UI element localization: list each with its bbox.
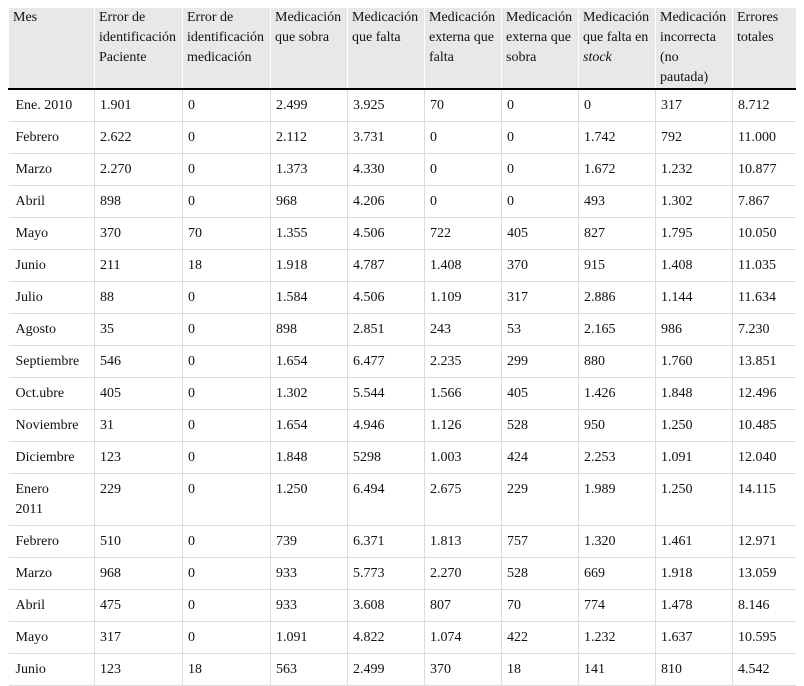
month-cell: [9, 346, 95, 378]
table-row: [9, 314, 796, 346]
value-cell: 0: [183, 154, 271, 186]
month-label: Oct.ubre: [15, 386, 65, 401]
value-cell: 31: [95, 410, 183, 442]
value-cell: 1.232: [579, 622, 656, 654]
column-header-line: Error de: [187, 10, 234, 25]
column-header: [348, 8, 425, 89]
column-header: [502, 8, 579, 89]
value-cell: 968: [271, 186, 348, 218]
column-header-line: externa que: [429, 30, 494, 45]
value-cell: 968: [95, 558, 183, 590]
value-cell: 1.302: [271, 378, 348, 410]
value-cell: 0: [183, 186, 271, 218]
value-cell: 53: [502, 314, 579, 346]
value-cell: 5.773: [348, 558, 425, 590]
table-body: [9, 89, 796, 686]
value-cell: 1.813: [425, 526, 502, 558]
column-header-line: Medicación: [352, 10, 419, 25]
table-row: [9, 186, 796, 218]
column-header-line: falta: [429, 50, 454, 65]
column-header: [9, 8, 95, 89]
value-cell: 792: [656, 122, 733, 154]
column-header-line: Medicación: [660, 10, 727, 25]
value-cell: 70: [502, 590, 579, 622]
table-row: [9, 346, 796, 378]
month-cell: [9, 442, 95, 474]
value-cell: 1.355: [271, 218, 348, 250]
value-cell: 370: [502, 250, 579, 282]
value-cell: 12.496: [733, 378, 796, 410]
value-cell: 739: [271, 526, 348, 558]
value-cell: 70: [425, 89, 502, 122]
value-cell: 757: [502, 526, 579, 558]
value-cell: 1.848: [656, 378, 733, 410]
value-cell: 1.742: [579, 122, 656, 154]
month-label: Mayo: [15, 630, 49, 645]
value-cell: 1.250: [271, 474, 348, 526]
month-label: Ene. 2010: [15, 98, 73, 113]
value-cell: 1.654: [271, 410, 348, 442]
value-cell: 317: [502, 282, 579, 314]
column-header: [656, 8, 733, 89]
value-cell: 0: [425, 154, 502, 186]
value-cell: 5298: [348, 442, 425, 474]
month-label: Febrero: [15, 130, 60, 145]
month-cell: [9, 282, 95, 314]
value-cell: 1.408: [656, 250, 733, 282]
table-header-row: [9, 8, 796, 89]
month-label: Junio: [15, 662, 46, 677]
column-header-line: identificación: [187, 30, 264, 45]
value-cell: 0: [183, 122, 271, 154]
month-label: Enero: [15, 482, 49, 497]
value-cell: 546: [95, 346, 183, 378]
value-cell: 0: [183, 622, 271, 654]
value-cell: 422: [502, 622, 579, 654]
value-cell: 774: [579, 590, 656, 622]
value-cell: 299: [502, 346, 579, 378]
table-row: [9, 590, 796, 622]
value-cell: 2.675: [425, 474, 502, 526]
month-label: Marzo: [15, 162, 53, 177]
value-cell: 1.302: [656, 186, 733, 218]
value-cell: 4.822: [348, 622, 425, 654]
value-cell: 0: [183, 282, 271, 314]
value-cell: 10.877: [733, 154, 796, 186]
value-cell: 669: [579, 558, 656, 590]
value-cell: 0: [183, 474, 271, 526]
table-container: [8, 8, 795, 686]
table-row: [9, 282, 796, 314]
value-cell: 2.499: [271, 89, 348, 122]
value-cell: 1.918: [656, 558, 733, 590]
column-header-line: Medicación: [429, 10, 496, 25]
value-cell: 0: [183, 442, 271, 474]
value-cell: 229: [502, 474, 579, 526]
value-cell: 0: [502, 186, 579, 218]
table-row: [9, 122, 796, 154]
value-cell: 35: [95, 314, 183, 346]
value-cell: 0: [502, 122, 579, 154]
value-cell: 4.506: [348, 282, 425, 314]
month-label: Junio: [15, 258, 46, 273]
value-cell: 2.235: [425, 346, 502, 378]
medication-errors-table: [8, 8, 796, 686]
value-cell: 0: [183, 346, 271, 378]
value-cell: 11.634: [733, 282, 796, 314]
column-header: [183, 8, 271, 89]
value-cell: 2.499: [348, 654, 425, 686]
value-cell: 211: [95, 250, 183, 282]
value-cell: 10.485: [733, 410, 796, 442]
column-header: [733, 8, 796, 89]
table-row: [9, 218, 796, 250]
table-row: [9, 250, 796, 282]
column-header-line: sobra: [506, 50, 537, 65]
value-cell: 950: [579, 410, 656, 442]
value-cell: 0: [502, 89, 579, 122]
value-cell: 11.000: [733, 122, 796, 154]
month-cell: [9, 654, 95, 686]
month-label: Noviembre: [15, 418, 79, 433]
table-row: [9, 154, 796, 186]
value-cell: 1.408: [425, 250, 502, 282]
value-cell: 1.003: [425, 442, 502, 474]
value-cell: 563: [271, 654, 348, 686]
value-cell: 229: [95, 474, 183, 526]
value-cell: 10.050: [733, 218, 796, 250]
value-cell: 2.112: [271, 122, 348, 154]
value-cell: 1.091: [271, 622, 348, 654]
value-cell: 3.608: [348, 590, 425, 622]
value-cell: 722: [425, 218, 502, 250]
value-cell: 1.795: [656, 218, 733, 250]
month-cell: [9, 89, 95, 122]
column-header-line: medicación: [187, 50, 252, 65]
column-header: [271, 8, 348, 89]
value-cell: 1.584: [271, 282, 348, 314]
value-cell: 528: [502, 410, 579, 442]
value-cell: 2.270: [95, 154, 183, 186]
column-header-line: identificación: [99, 30, 176, 45]
value-cell: 1.320: [579, 526, 656, 558]
value-cell: 1.918: [271, 250, 348, 282]
column-header-line: que falta: [352, 30, 401, 45]
value-cell: 14.115: [733, 474, 796, 526]
value-cell: 1.426: [579, 378, 656, 410]
value-cell: 1.232: [656, 154, 733, 186]
value-cell: 2.270: [425, 558, 502, 590]
value-cell: 4.787: [348, 250, 425, 282]
month-cell: [9, 590, 95, 622]
column-header-line: incorrecta: [660, 30, 716, 45]
value-cell: 13.851: [733, 346, 796, 378]
value-cell: 7.230: [733, 314, 796, 346]
value-cell: 1.989: [579, 474, 656, 526]
value-cell: 4.330: [348, 154, 425, 186]
value-cell: 12.971: [733, 526, 796, 558]
value-cell: 70: [183, 218, 271, 250]
value-cell: 123: [95, 654, 183, 686]
month-label: Diciembre: [15, 450, 75, 465]
value-cell: 123: [95, 442, 183, 474]
month-cell: [9, 250, 95, 282]
value-cell: 5.544: [348, 378, 425, 410]
value-cell: 2.851: [348, 314, 425, 346]
value-cell: 1.109: [425, 282, 502, 314]
column-header: [579, 8, 656, 89]
column-header-line: Paciente: [99, 50, 147, 65]
table-row: [9, 410, 796, 442]
table-row: [9, 378, 796, 410]
value-cell: 1.760: [656, 346, 733, 378]
value-cell: 0: [183, 89, 271, 122]
column-header-line: que falta en: [583, 30, 649, 45]
value-cell: 528: [502, 558, 579, 590]
month-label: Marzo: [15, 566, 53, 581]
month-cell: [9, 558, 95, 590]
value-cell: 0: [183, 558, 271, 590]
value-cell: 8.146: [733, 590, 796, 622]
value-cell: 6.371: [348, 526, 425, 558]
value-cell: 933: [271, 590, 348, 622]
value-cell: 4.946: [348, 410, 425, 442]
month-cell: [9, 314, 95, 346]
value-cell: 0: [579, 89, 656, 122]
value-cell: 898: [95, 186, 183, 218]
column-header-line: pautada): [660, 70, 709, 85]
month-cell: [9, 186, 95, 218]
month-label: 2011: [15, 502, 43, 517]
value-cell: 1.126: [425, 410, 502, 442]
month-label: Agosto: [15, 322, 56, 337]
value-cell: 0: [183, 526, 271, 558]
value-cell: 424: [502, 442, 579, 474]
month-label: Septiembre: [15, 354, 80, 369]
table-row: [9, 89, 796, 122]
value-cell: 6.477: [348, 346, 425, 378]
column-header-line: Medicación: [583, 10, 650, 25]
value-cell: 475: [95, 590, 183, 622]
column-header-line: Medicación: [275, 10, 342, 25]
month-cell: [9, 378, 95, 410]
column-header-line: totales: [737, 30, 774, 45]
column-header-line: (no: [660, 50, 679, 65]
value-cell: 317: [95, 622, 183, 654]
value-cell: 3.925: [348, 89, 425, 122]
value-cell: 1.461: [656, 526, 733, 558]
value-cell: 405: [502, 218, 579, 250]
value-cell: 2.886: [579, 282, 656, 314]
column-header-line: Medicación: [506, 10, 573, 25]
value-cell: 810: [656, 654, 733, 686]
value-cell: 1.637: [656, 622, 733, 654]
month-label: Julio: [15, 290, 43, 305]
value-cell: 2.165: [579, 314, 656, 346]
month-label: Mayo: [15, 226, 49, 241]
value-cell: 0: [183, 314, 271, 346]
value-cell: 807: [425, 590, 502, 622]
value-cell: 370: [95, 218, 183, 250]
column-header-line: que sobra: [275, 30, 330, 45]
value-cell: 1.654: [271, 346, 348, 378]
value-cell: 4.506: [348, 218, 425, 250]
value-cell: 1.566: [425, 378, 502, 410]
month-label: Febrero: [15, 534, 60, 549]
value-cell: 880: [579, 346, 656, 378]
value-cell: 405: [95, 378, 183, 410]
column-header-line: Errores: [737, 10, 779, 25]
value-cell: 1.478: [656, 590, 733, 622]
value-cell: 317: [656, 89, 733, 122]
table-row: [9, 526, 796, 558]
value-cell: 933: [271, 558, 348, 590]
value-cell: 4.542: [733, 654, 796, 686]
value-cell: 12.040: [733, 442, 796, 474]
value-cell: 141: [579, 654, 656, 686]
month-cell: [9, 410, 95, 442]
column-header: [95, 8, 183, 89]
table-row: [9, 442, 796, 474]
value-cell: 1.672: [579, 154, 656, 186]
value-cell: 1.091: [656, 442, 733, 474]
value-cell: 8.712: [733, 89, 796, 122]
table-row: [9, 474, 796, 526]
value-cell: 10.595: [733, 622, 796, 654]
month-cell: [9, 218, 95, 250]
value-cell: 243: [425, 314, 502, 346]
table-row: [9, 622, 796, 654]
value-cell: 1.373: [271, 154, 348, 186]
value-cell: 3.731: [348, 122, 425, 154]
value-cell: 0: [183, 590, 271, 622]
value-cell: 2.253: [579, 442, 656, 474]
value-cell: 7.867: [733, 186, 796, 218]
column-header-line-italic: stock: [583, 50, 612, 65]
month-cell: [9, 154, 95, 186]
column-header: [425, 8, 502, 89]
value-cell: 1.250: [656, 410, 733, 442]
column-header-line: Mes: [13, 10, 38, 25]
value-cell: 1.901: [95, 89, 183, 122]
value-cell: 827: [579, 218, 656, 250]
value-cell: 18: [183, 654, 271, 686]
value-cell: 1.074: [425, 622, 502, 654]
value-cell: 0: [425, 122, 502, 154]
value-cell: 13.059: [733, 558, 796, 590]
month-cell: [9, 526, 95, 558]
value-cell: 18: [183, 250, 271, 282]
value-cell: 405: [502, 378, 579, 410]
value-cell: 0: [425, 186, 502, 218]
month-cell: [9, 122, 95, 154]
value-cell: 0: [502, 154, 579, 186]
column-header-line: externa que: [506, 30, 571, 45]
column-header-line: Error de: [99, 10, 146, 25]
month-cell: [9, 622, 95, 654]
month-label: Abril: [15, 598, 46, 613]
value-cell: 18: [502, 654, 579, 686]
value-cell: 986: [656, 314, 733, 346]
value-cell: 493: [579, 186, 656, 218]
value-cell: 0: [183, 410, 271, 442]
value-cell: 6.494: [348, 474, 425, 526]
value-cell: 1.848: [271, 442, 348, 474]
value-cell: 915: [579, 250, 656, 282]
value-cell: 898: [271, 314, 348, 346]
value-cell: 510: [95, 526, 183, 558]
value-cell: 88: [95, 282, 183, 314]
value-cell: 1.250: [656, 474, 733, 526]
value-cell: 11.035: [733, 250, 796, 282]
value-cell: 4.206: [348, 186, 425, 218]
table-row: [9, 654, 796, 686]
month-label: Abril: [15, 194, 46, 209]
table-row: [9, 558, 796, 590]
value-cell: 2.622: [95, 122, 183, 154]
value-cell: 0: [183, 378, 271, 410]
value-cell: 1.144: [656, 282, 733, 314]
value-cell: 370: [425, 654, 502, 686]
month-cell: [9, 474, 95, 526]
